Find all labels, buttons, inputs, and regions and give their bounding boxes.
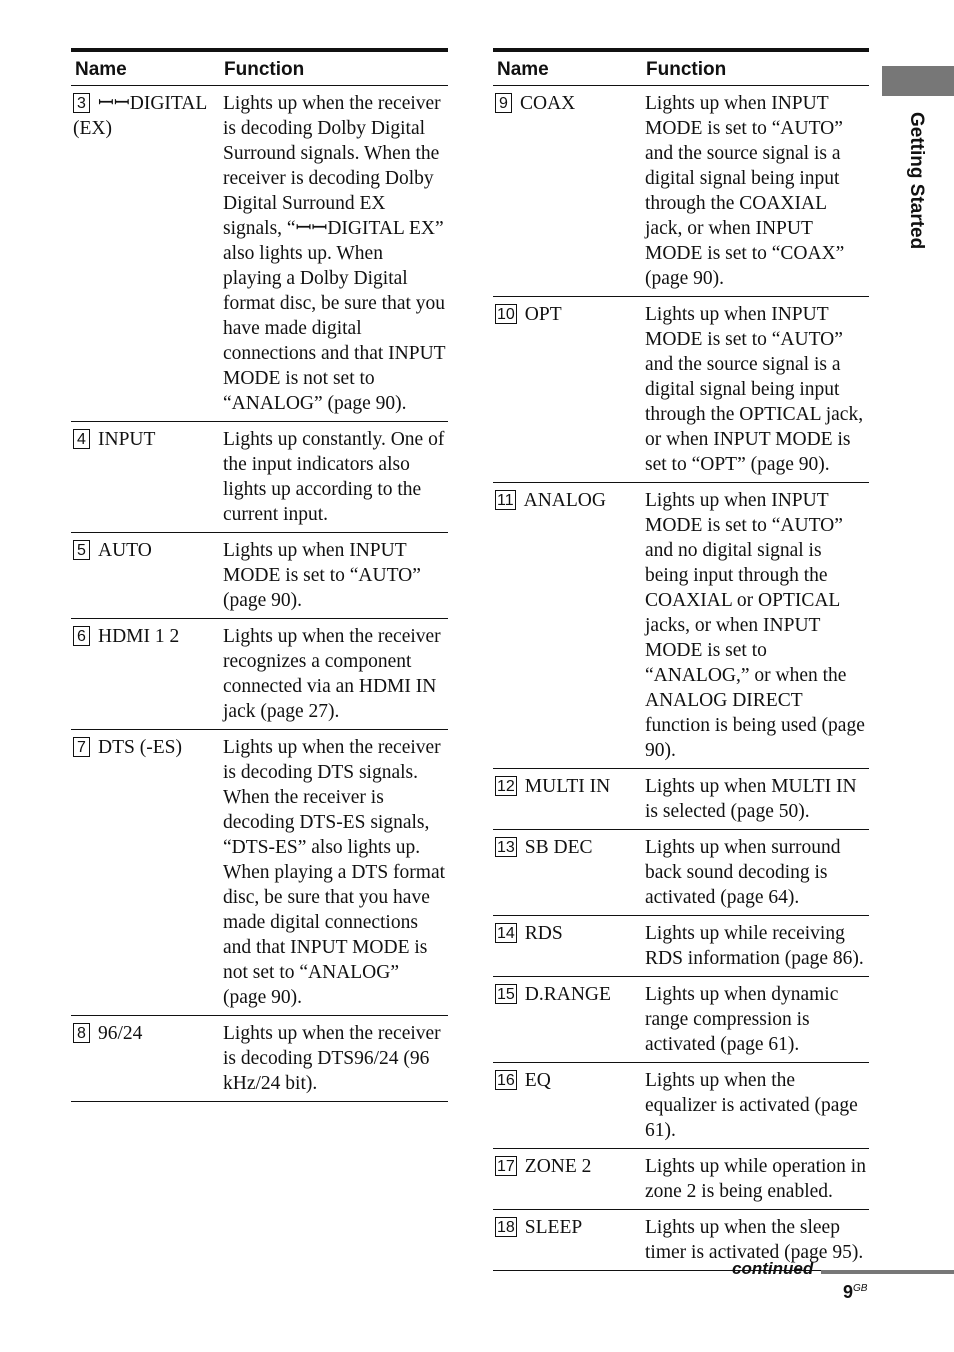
indicator-name: SLEEP: [524, 1217, 583, 1238]
indicator-name-cell: [493, 769, 642, 830]
section-tab-marker: [882, 66, 954, 96]
indicator-name-cell: [493, 916, 642, 977]
indicator-name: OPT: [524, 304, 562, 325]
item-number-badge: 9: [495, 93, 512, 113]
indicator-table-left: [71, 48, 448, 1102]
item-number-badge: 14: [497, 925, 515, 942]
indicator-function: Lights up when INPUT MODE is set to “AUTO” and the source signal is a digital signal being input through the COAXIAL jack, or when INPUT MODE is set to “COAX” (page 90).: [642, 86, 869, 297]
indicator-name: INPUT: [98, 429, 156, 450]
table-row: [493, 1149, 869, 1210]
item-number-badge: 12: [497, 778, 515, 795]
table-row: [493, 483, 869, 769]
item-number-badge: 6: [73, 626, 90, 646]
indicator-function: Lights up when the receiver is decoding DTS signals. When the receiver is decoding DTS-ES signals, “DTS-ES” also lights up. When playing a DTS format disc, be sure that you have made digital connections and that INPUT MODE is not set to “ANALOG” (page 90).: [220, 730, 448, 1016]
item-number-badge: 7: [73, 737, 90, 757]
header-name: Name: [493, 50, 642, 86]
indicator-name-cell: [71, 730, 220, 1016]
indicator-name-cell: [493, 830, 642, 916]
table-row: [493, 830, 869, 916]
indicator-function: Lights up when INPUT MODE is set to “AUTO” and no digital signal is being input through the COAXIAL or OPTICAL jacks, or when INPUT MODE is set to “ANALOG,” or when the ANALOG DIRECT function is being used (page 90).: [642, 483, 869, 769]
table-row: [493, 769, 869, 830]
left-table-body: [71, 86, 448, 1102]
indicator-name: SB DEC: [524, 837, 593, 858]
indicator-name: 96/24: [98, 1023, 143, 1044]
indicator-name-cell: [71, 1016, 220, 1102]
indicator-name: EQ: [524, 1070, 551, 1091]
table-row: [71, 86, 448, 422]
indicator-name: DTS (-ES): [98, 737, 182, 758]
indicator-name-cell: [493, 1063, 642, 1149]
header-function: Function: [220, 50, 448, 86]
table-row: [493, 1063, 869, 1149]
indicator-name-cell: [493, 977, 642, 1063]
section-label: Getting Started: [906, 112, 927, 250]
item-number-badge: 10: [497, 306, 515, 323]
table-row: [71, 1016, 448, 1102]
indicator-name-cell: [493, 483, 642, 769]
indicator-name-cell: [71, 619, 220, 730]
indicator-name: AUTO: [98, 540, 152, 561]
table-row: [493, 977, 869, 1063]
indicator-function: Lights up when the sleep timer is activated (page 95).: [642, 1210, 869, 1271]
item-number-badge: 4: [73, 429, 90, 449]
table-row: [71, 619, 448, 730]
indicator-function: Lights up when dynamic range compression is activated (page 61).: [642, 977, 869, 1063]
indicator-name: COAX: [520, 93, 576, 114]
indicator-table-right: [493, 48, 869, 1271]
indicator-name-cell: [493, 297, 642, 483]
indicator-name: ANALOG: [523, 490, 606, 511]
page-number: [843, 1282, 867, 1303]
indicator-function: Lights up constantly. One of the input indicators also lights up according to the current input.: [220, 422, 448, 533]
table-row: [71, 422, 448, 533]
indicator-name: ZONE 2: [524, 1156, 592, 1177]
indicator-function: Lights up when INPUT MODE is set to “AUTO” (page 90).: [220, 533, 448, 619]
table-row: [71, 730, 448, 1016]
table-row: [493, 916, 869, 977]
indicator-name-cell: [493, 86, 642, 297]
page-number-value: 9: [843, 1282, 854, 1302]
item-number-badge: 8: [73, 1023, 90, 1043]
table-row: [493, 86, 869, 297]
indicator-function: Lights up while operation in zone 2 is being enabled.: [642, 1149, 869, 1210]
indicator-name-cell: [493, 1210, 642, 1271]
item-number-badge: 3: [73, 93, 90, 113]
item-number-badge: 5: [73, 540, 90, 560]
indicator-function: Lights up when the equalizer is activated (page 61).: [642, 1063, 869, 1149]
indicator-name: MULTI IN: [524, 776, 611, 797]
left-table-column: [71, 48, 448, 1102]
item-number-badge: 13: [497, 839, 515, 856]
page-number-suffix: GB: [853, 1283, 868, 1294]
indicator-function: Lights up while receiving RDS information (page 86).: [642, 916, 869, 977]
item-number-badge: 18: [497, 1219, 515, 1236]
item-number-badge: 15: [497, 986, 515, 1003]
indicator-name: HDMI 1 2: [98, 626, 180, 647]
indicator-name: RDS: [524, 923, 563, 944]
indicator-name-cell: [71, 422, 220, 533]
table-row: [493, 297, 869, 483]
item-number-badge: 11: [497, 492, 514, 509]
right-table-body: [493, 86, 869, 1271]
item-number-badge: 17: [497, 1158, 515, 1175]
continued-label: continued: [732, 1259, 814, 1278]
indicator-name-cell: [71, 86, 220, 422]
continued-bar: [821, 1270, 954, 1274]
indicator-function: Lights up when MULTI IN is selected (page 50).: [642, 769, 869, 830]
header-function: Function: [642, 50, 869, 86]
indicator-function: Lights up when the receiver is decoding Dolby Digital Surround signals. When the receiver is decoding Dolby Digital Surround EX signals, “ꟷꟷDIGITAL EX” also lights up. When playing a Dolby Digital format disc, be sure that you have made digital connections and that INPUT MODE is not set to “ANALOG” (page 90).: [220, 86, 448, 422]
indicator-function: Lights up when surround back sound decoding is activated (page 64).: [642, 830, 869, 916]
indicator-name-cell: [71, 533, 220, 619]
indicator-name-cell: [493, 1149, 642, 1210]
item-number-badge: 16: [497, 1072, 515, 1089]
indicator-name: ꟷꟷDIGITAL (EX): [73, 93, 207, 139]
indicator-name: D.RANGE: [524, 984, 611, 1005]
header-name: Name: [71, 50, 220, 86]
table-row: [71, 533, 448, 619]
indicator-function: Lights up when the receiver is decoding DTS96/24 (96 kHz/24 bit).: [220, 1016, 448, 1102]
indicator-function: Lights up when the receiver recognizes a component connected via an HDMI IN jack (page 27).: [220, 619, 448, 730]
indicator-function: Lights up when INPUT MODE is set to “AUTO” and the source signal is a digital signal being input through the OPTICAL jack, or when INPUT MODE is set to “OPT” (page 90).: [642, 297, 869, 483]
right-table-column: [493, 48, 869, 1271]
